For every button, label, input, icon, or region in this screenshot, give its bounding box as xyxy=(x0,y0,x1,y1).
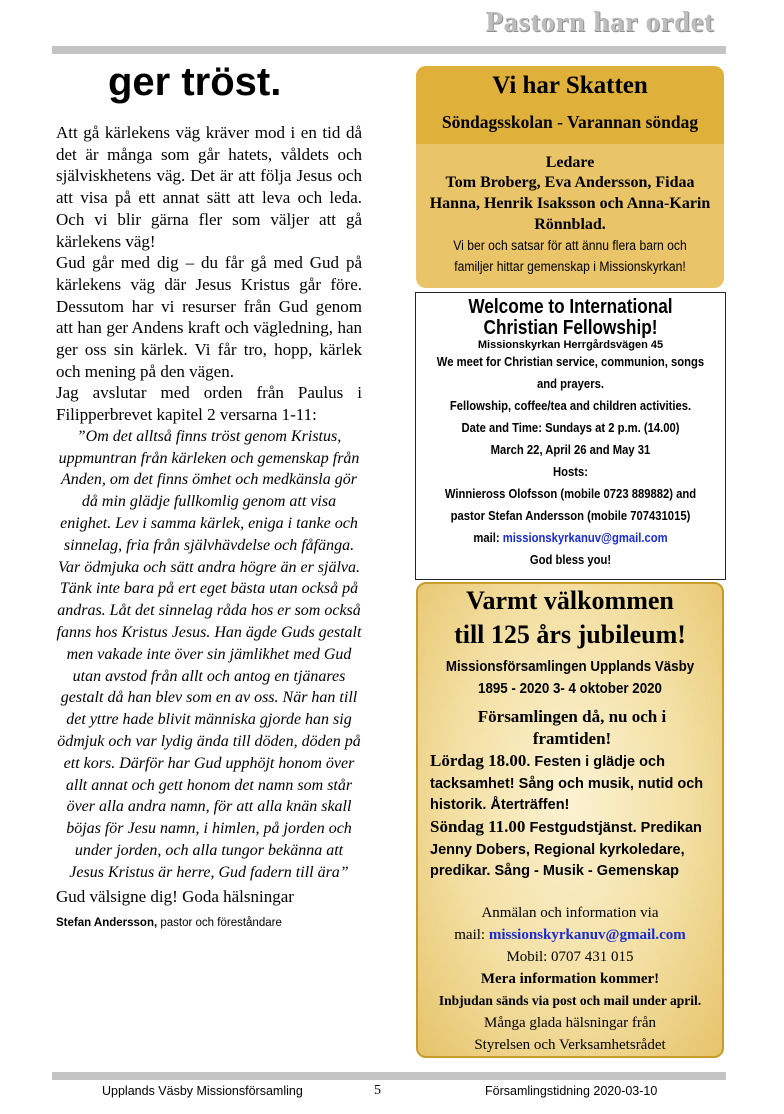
icf-line-hosts: Winnieross Olofsson (mobile 0723 889882) and pastor Stefan Andersson (mobile 707431015) xyxy=(444,487,697,523)
article-signature xyxy=(56,913,362,935)
jubilee-greetings-1: Många glada hälsningar från xyxy=(483,1015,657,1031)
page-header-title: Pastorn har ordet xyxy=(485,6,714,38)
icf-box xyxy=(415,292,726,580)
jubilee-mail-line xyxy=(418,924,722,946)
leaders-heading: Ledare xyxy=(545,154,595,171)
icf-title: Welcome to International Christian Fellowship! xyxy=(468,296,673,339)
jubilee-theme: Församlingen då, nu och i framtiden! xyxy=(477,707,667,748)
leaders-list: Tom Broberg, Eva Andersson, Fidaa Hanna, Henrik Isaksson och Anna-Karin Rönnblad. xyxy=(429,174,711,233)
article-paragraph-1: Att gå kärlekens väg kräver mod i en tid då det är många som går hatets, våldets och själviskhetens väg. Det är att följa Jesus och att visa på ett annat sätt att leva och leda. Och vi blir gärna fler som väljer att gå kärlekens väg! xyxy=(56,123,362,251)
sunday-school-subtitle: Söndagsskolan - Varannan söndag xyxy=(441,112,699,132)
footer-organization: Upplands Väsby Missionsförsamling xyxy=(102,1084,303,1098)
article-headline: ger tröst. xyxy=(108,60,282,104)
sunday-time: Söndag 11.00 xyxy=(430,817,526,836)
sunday-school-title: Vi har Skatten xyxy=(492,72,648,99)
signature-role: pastor och föreståndare xyxy=(157,917,282,930)
icf-line-service: We meet for Christian service, communion, songs and prayers. xyxy=(436,355,705,391)
jubilee-dates: 1895 - 2020 3- 4 oktober 2020 xyxy=(478,681,662,697)
icf-mail-label: mail: xyxy=(473,531,503,545)
sunday-school-box xyxy=(416,66,724,288)
signature-name: Stefan Andersson, xyxy=(56,917,158,930)
sunday-text: Festgudstjänst. Predikan Jenny Dobers, Regional kyrkoledare, predikar. Sång - Musik - Gemenskap xyxy=(430,820,702,879)
jubilee-greetings-2: Styrelsen och Verksamhetsrådet xyxy=(474,1037,666,1053)
icf-line-hosts-label: Hosts: xyxy=(552,465,589,479)
jubilee-invite: Inbjudan sänds via post och mail under april. xyxy=(438,993,702,1008)
header-divider xyxy=(52,46,726,54)
article-body xyxy=(56,122,362,935)
sunday-school-header xyxy=(416,66,724,144)
article-greeting: Gud välsigne dig! Goda hälsningar xyxy=(56,886,294,906)
jubilee-mail-link[interactable]: missionskyrkanuv@gmail.com xyxy=(488,927,686,943)
jubilee-title-2: till 125 års jubileum! xyxy=(454,620,686,649)
icf-line-datetime: Date and Time: Sundays at 2 p.m. (14.00) xyxy=(461,421,680,435)
sunday-school-note: Vi ber och satsar för att ännu flera barn och familjer hittar gemenskap i Missionskyrkan! xyxy=(453,238,687,274)
saturday-text: . Festen i glädje och tacksamhet! Sång och musik, nutid och historik. Återträffen! xyxy=(430,754,704,813)
icf-address: Missionskyrkan Herrgårdsvägen 45 xyxy=(477,339,664,351)
article-paragraph-3: Jag avslutar med orden från Paulus i Filipperbrevet kapitel 2 versarna 1-11: xyxy=(56,383,362,425)
jubilee-mail-label: mail: xyxy=(454,927,489,943)
icf-mail-link[interactable]: missionskyrkanuv@gmail.com xyxy=(502,531,668,545)
icf-line-fellowship: Fellowship, coffee/tea and children activities. xyxy=(449,399,692,413)
program-saturday xyxy=(430,750,720,817)
jubilee-title-1: Varmt välkommen xyxy=(466,586,674,615)
jubilee-org xyxy=(430,656,710,700)
jubilee-box xyxy=(416,582,724,1058)
article-paragraph-2: Gud går med dig – du får gå med Gud på kärlekens väg där Jesus Kristus går före. Dessutom har vi resurser från Gud genom att han ger Andens kraft och vägledning, han ger oss sin kärlek. Vi får tro, hopp, kärlek och mening på den vägen. xyxy=(56,253,362,381)
icf-closing: God bless you! xyxy=(529,553,612,567)
jubilee-mobile: Mobil: 0707 431 015 xyxy=(506,949,634,965)
icf-mail-line xyxy=(431,527,709,549)
program-sunday xyxy=(430,816,720,883)
jubilee-info: Anmälan och information via xyxy=(481,905,659,921)
footer-issue: Församlingstidning 2020-03-10 xyxy=(485,1084,658,1098)
footer-divider xyxy=(52,1072,726,1080)
page-number: 5 xyxy=(374,1083,381,1098)
jubilee-org-name: Missionsförsamlingen Upplands Väsby xyxy=(445,659,695,675)
bible-quote: ”Om det alltså finns tröst genom Kristus, uppmuntran från kärleken och gemenskap från Anden, om det finns ömhet och medkänsla gör då min glädje fullkomlig genom att visa enighet. Lev i samma kärlek, eniga i tanke och sinnelag, fria från självhävdelse och fåfänga. Var ödmjuka och sätt andra högre än er själva. Tänk inte bara på ert eget bästa utan också på andras. Låt det sinnelag råda hos er som också fanns hos Kristus Jesus. Han ägde Guds gestalt men vakade inte över sin jämlikhet med Gud utan avstod från allt och antog en tjänares gestalt då han blev som en av oss. När han till det yttre hade blivit människa gjorde han sig ödmjuk och var lydig ända till döden, döden på ett kors. Därför har Gud upphöjt honom över allt annat och gett honom det namn som står över alla andra namn, för att alla knän skall böjas för Jesu namn, i himlen, på jorden och under jorden, och alla tungor bekänna att Jesus Kristus är herre, Gud fadern till ära” xyxy=(56,427,362,881)
jubilee-more-info: Mera information kommer! xyxy=(480,971,660,987)
saturday-time: Lördag 18.00 xyxy=(430,751,527,770)
icf-line-dates: March 22, April 26 and May 31 xyxy=(490,443,651,457)
